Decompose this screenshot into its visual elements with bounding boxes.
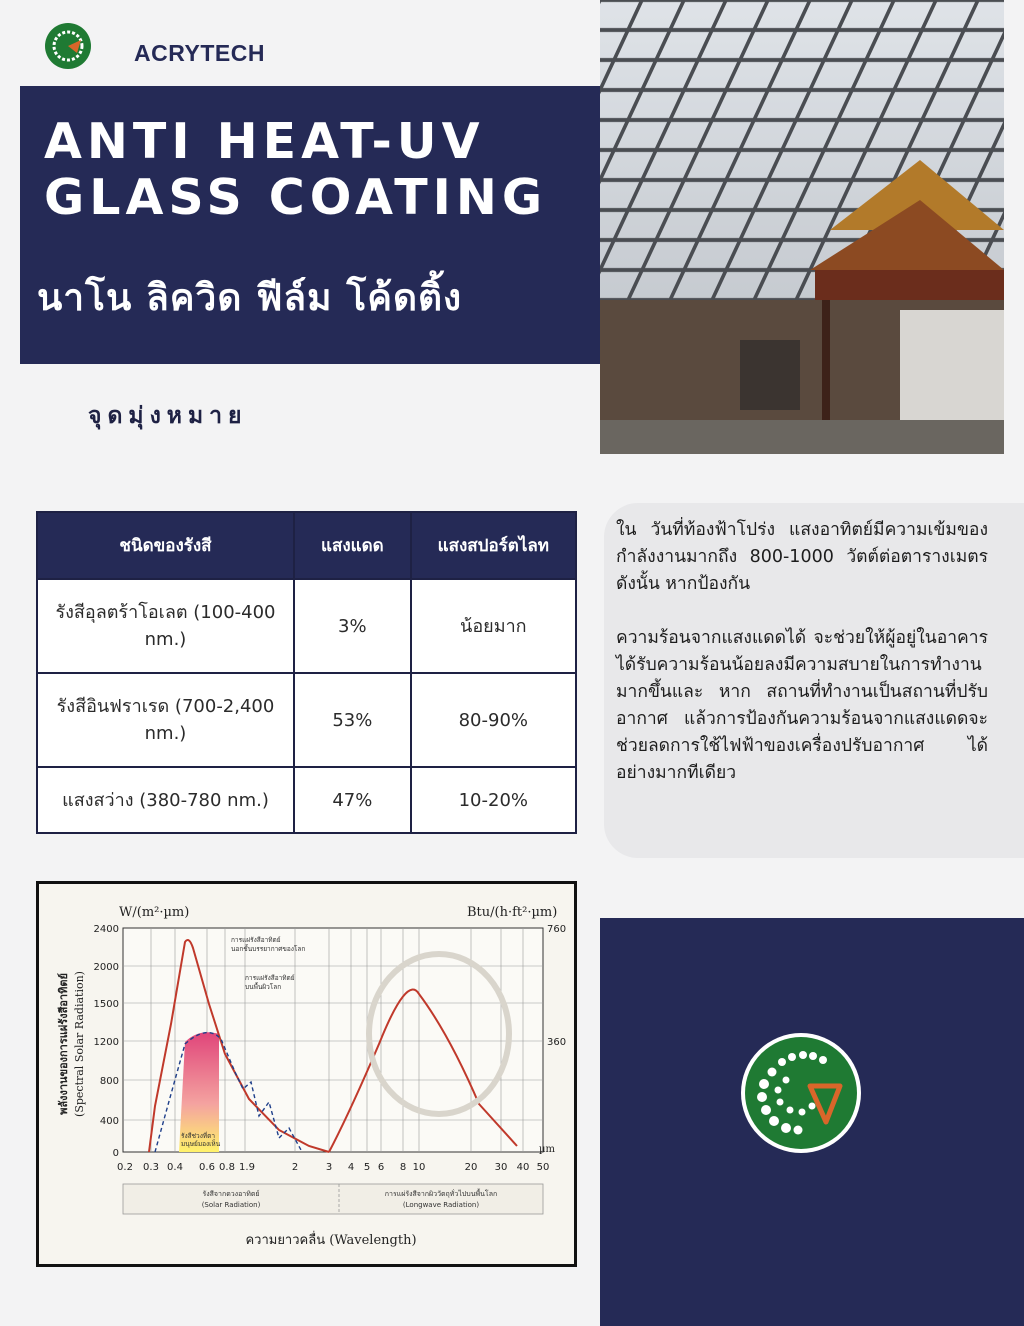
band-longwave-en: (Longwave Radiation) [402, 1201, 480, 1209]
x-tick: 0.6 [199, 1162, 215, 1173]
band-solar: รังสีจากดวงอาทิตย์ [202, 1190, 260, 1198]
x-tick: 30 [494, 1162, 508, 1173]
x-tick: 0.8 [219, 1162, 235, 1173]
cell-sunlight: 3% [294, 579, 411, 673]
y-unit-right: Btu/(h·ft²·µm) [467, 905, 558, 920]
band-longwave: การแผ่รังสีจากผิววัตถุทั่วไปบนพื้นโลก [384, 1190, 498, 1198]
x-tick: 0.3 [143, 1162, 159, 1173]
y-tick-right: 360 [547, 1037, 567, 1048]
cell-spotlight: 80-90% [411, 673, 576, 767]
y-tick: 1500 [93, 999, 119, 1010]
annotation: การแผ่รังสีอาทิตย์ [231, 936, 281, 944]
table-row [37, 579, 576, 673]
header-radiation-type: ชนิดของรังสี [37, 512, 294, 579]
table-row [37, 767, 576, 833]
hero-subtitle: นาโน ลิควิด ฟีล์ม โค้ดติ้ง [37, 276, 463, 319]
table-header-row [37, 512, 576, 579]
annotation: นอกชั้นบรรยากาศของโลก [231, 945, 306, 953]
annotation: การแผ่รังสีอาทิตย์ [245, 974, 295, 982]
radiation-table [36, 511, 577, 834]
description-panel [604, 503, 1024, 858]
x-tick: 8 [399, 1162, 407, 1173]
x-tick: 6 [377, 1162, 385, 1173]
acrytech-logo-icon [44, 22, 92, 70]
cell-type: รังสีอุลตร้าโอเลต (100-400 nm.) [37, 579, 294, 673]
y-tick: 0 [112, 1148, 119, 1159]
section-label: จุดมุ่งหมาย [88, 403, 248, 429]
brand-name: ACRYTECH [134, 40, 265, 66]
x-axis-label: ความยาวคลื่น (Wavelength) [245, 1233, 417, 1248]
y-unit-left: W/(m²·µm) [119, 905, 190, 920]
x-tick: 40 [516, 1162, 530, 1173]
y-tick: 1200 [93, 1037, 119, 1048]
cell-spotlight: 10-20% [411, 767, 576, 833]
header-spotlight: แสงสปอร์ตไลท [411, 512, 576, 579]
airport-photo [600, 0, 1004, 454]
cell-type: รังสีอินฟราเรด (700-2,400 nm.) [37, 673, 294, 767]
spectral-chart-svg [39, 884, 574, 1264]
x-tick: 5 [363, 1162, 371, 1173]
annotation: มนุษย์มองเห็น [181, 1140, 221, 1148]
x-tick: 4 [347, 1162, 355, 1173]
y-tick: 2000 [93, 962, 119, 973]
cell-sunlight: 53% [294, 673, 411, 767]
y-tick: 2400 [93, 924, 119, 935]
spectral-chart [36, 881, 577, 1267]
description-paragraph-1: ใน วันที่ท้องฟ้าโปร่ง แสงอาทิตย์มีความเข้มของกำลังงานมากถึง 800-1000 วัตต์ต่อตารางเมตร ดังนั้น หากป้องกัน [616, 520, 988, 594]
band-solar-en: (Solar Radiation) [201, 1201, 261, 1209]
x-tick: 20 [464, 1162, 478, 1173]
annotation: บนพื้นผิวโลก [245, 983, 282, 991]
y-tick-right: 760 [547, 924, 567, 935]
x-tick: 0.2 [117, 1162, 133, 1173]
y-axis-label-th: พลังงานของการแผ่รังสีอาทิตย์ [57, 973, 70, 1115]
y-tick: 800 [99, 1076, 119, 1087]
hero-banner [20, 86, 600, 364]
description-paragraph-2: ความร้อนจากแสงแดดได้ จะช่วยให้ผู้อยู่ในอาคารได้รับความร้อนน้อยลงมีความสบายในการทำงานมากขึ้นและ หาก สถานที่ทำงานเป็นสถานที่ปรับอากาศ แล้วการป้องกันความร้อนจากแสงแดดจะช่วยลดการใช้ไฟฟ้าของเครื่องปรับอากาศ ได้อย่างมากทีเดียว [616, 628, 988, 783]
x-tick: 0.4 [167, 1162, 183, 1173]
x-unit: µm [539, 1144, 555, 1155]
x-tick: 50 [536, 1162, 550, 1173]
x-tick: 3 [325, 1162, 333, 1173]
table-row [37, 673, 576, 767]
cell-type: แสงสว่าง (380-780 nm.) [37, 767, 294, 833]
header-sunlight: แสงแดด [294, 512, 411, 579]
cell-spotlight: น้อยมาก [411, 579, 576, 673]
x-tick: 2 [291, 1162, 299, 1173]
x-tick: 1.9 [239, 1162, 255, 1173]
acrytech-logo-icon [740, 1032, 862, 1154]
hero-title: ANTI HEAT-UV GLASS COATING [44, 113, 548, 226]
x-tick: 10 [412, 1162, 426, 1173]
annotation: รังสีช่วงที่ตา [181, 1132, 216, 1140]
y-axis-label-en: (Spectral Solar Radiation) [73, 971, 86, 1117]
cell-sunlight: 47% [294, 767, 411, 833]
y-tick: 400 [99, 1116, 119, 1127]
